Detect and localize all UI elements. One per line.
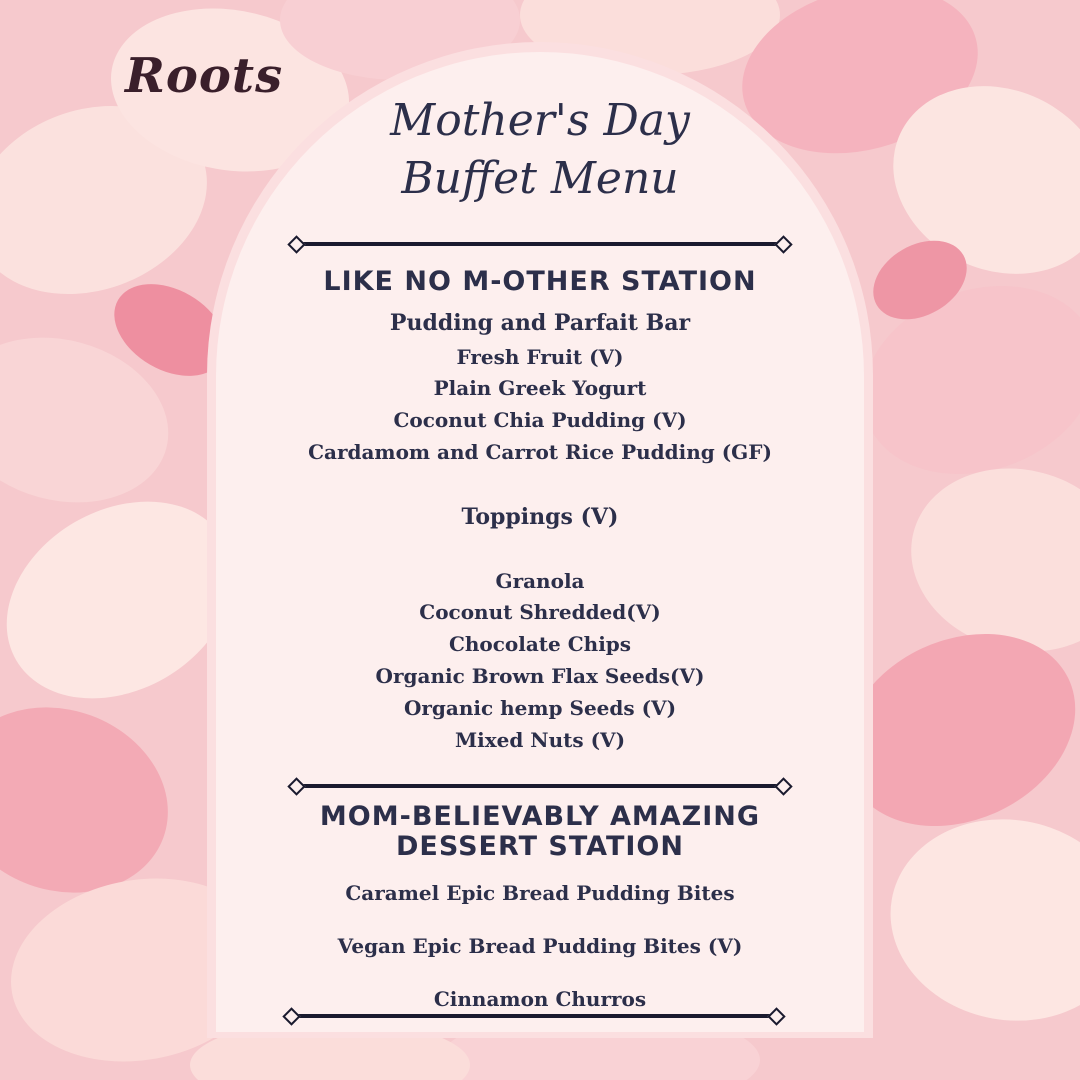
- dessert-item: Cinnamon Churros: [433, 987, 647, 1011]
- section-heading-2-line-2: DESSERT STATION: [396, 831, 684, 862]
- menu-item: Coconut Chia Pudding (V): [393, 408, 687, 432]
- topping-item: Chocolate Chips: [448, 632, 632, 656]
- section-heading-2-line-1: MOM-BELIEVABLY AMAZING: [319, 801, 761, 832]
- roots-logo-text: Roots: [125, 48, 284, 104]
- topping-item: Granola: [495, 569, 585, 593]
- topping-item: Coconut Shredded(V): [419, 600, 661, 624]
- menu-item: Plain Greek Yogurt: [433, 376, 647, 400]
- roots-logo: [125, 30, 285, 140]
- menu-item: Cardamom and Carrot Rice Pudding (GF): [308, 440, 772, 464]
- dessert-item: Vegan Epic Bread Pudding Bites (V): [337, 934, 743, 958]
- menu-item: Fresh Fruit (V): [456, 345, 624, 369]
- topping-item: Organic hemp Seeds (V): [403, 696, 677, 720]
- divider-middle: [288, 778, 792, 794]
- divider-bottom: [283, 1008, 785, 1024]
- topping-item: Organic Brown Flax Seeds(V): [375, 664, 705, 688]
- section-heading-1: LIKE NO M-OTHER STATION: [323, 266, 757, 297]
- dessert-item: Caramel Epic Bread Pudding Bites: [345, 881, 735, 905]
- subheading-pudding-bar: Pudding and Parfait Bar: [389, 310, 691, 336]
- topping-item: Mixed Nuts (V): [454, 728, 626, 752]
- title-line-1: Mother's Day: [390, 95, 690, 146]
- toppings-label: Toppings (V): [461, 504, 619, 530]
- divider-top: [288, 236, 792, 252]
- title-line-2: Buffet Menu: [401, 153, 679, 204]
